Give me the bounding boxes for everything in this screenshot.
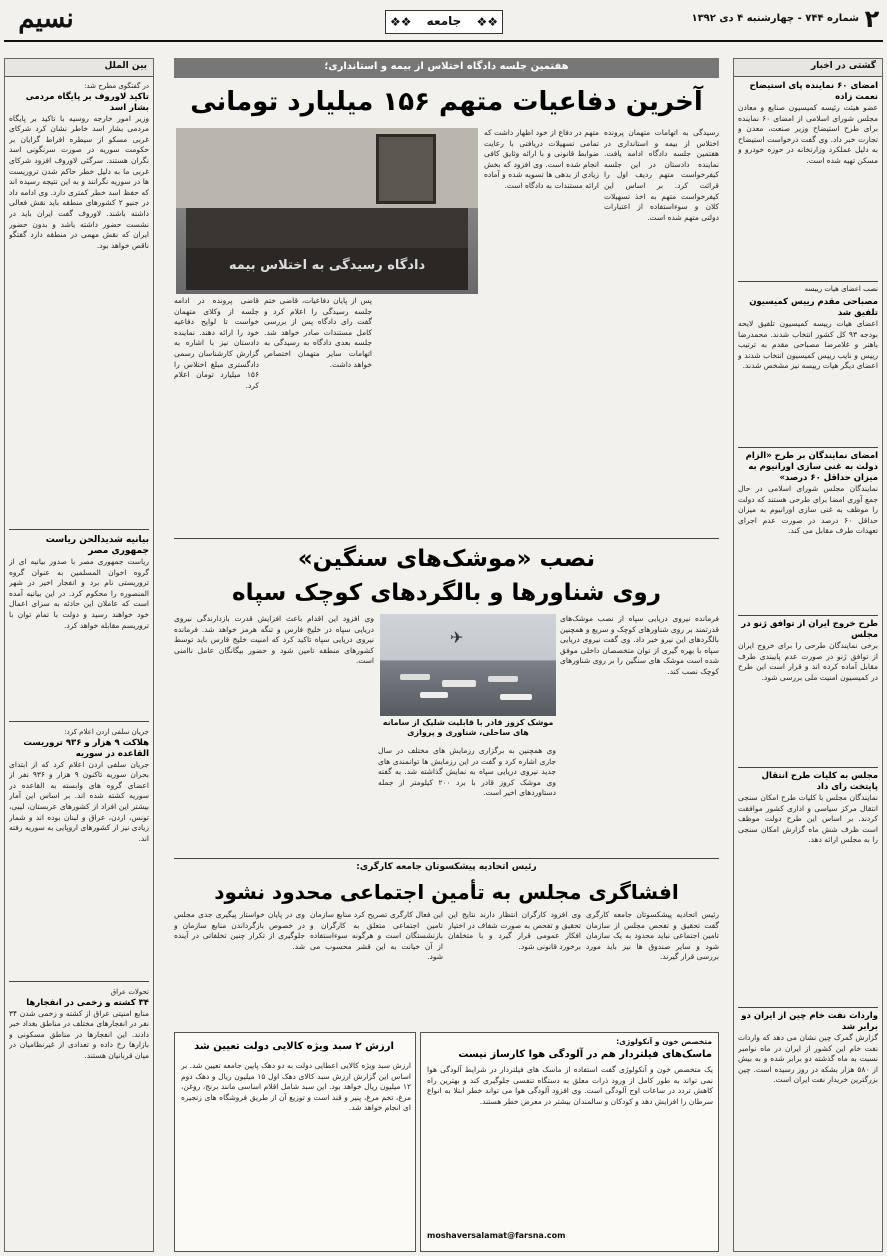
right-item-7	[738, 1011, 878, 1247]
court-photo-banner	[186, 248, 468, 290]
sepah-top-rule	[174, 538, 719, 539]
left-item-4-title: ۳۴ کشته و زخمی در انفجارها	[26, 997, 149, 1008]
right-item-1-title: امضای ۶۰ نماینده پای استیضاح نعمت زاده	[749, 81, 878, 102]
goods-basket-box	[174, 1032, 416, 1252]
court-photo-bench	[186, 208, 468, 248]
section-title	[385, 10, 503, 34]
sepah-headline-2: روی شناورها و بالگردهای کوچک سپاه	[232, 580, 661, 606]
left-divider-3	[9, 981, 149, 982]
right-item-7-title: واردات نفت خام چین از ایران دو برابر شد	[741, 1011, 878, 1032]
right-item-1-body: عضو هیئت رئیسه کمیسیون صنایع و معادن مجلس شورای اسلامی از امضای ۶۰ نماینده برای طرح استیضاح وزیر صنعت، معدن و تجارت خبر داد. وی گفت درخواست استیضاح به دلیل عملکرد وزارتخانه در حوزه خودرو و مسکن تهیه شده است.	[738, 103, 878, 165]
main-kicker-bar	[174, 58, 719, 78]
workers-body-col-3: این فعال کارگری تصریح کرد منابع سازمان تامین اجتماعی متعلق به کارگران و بازنشستگان است و هرگونه سوءاستفاده از آن خیانت به این قشر محسوب می شود.	[310, 910, 443, 962]
left-item-1	[9, 81, 149, 581]
ornament-right-icon: ❖❖	[476, 15, 498, 29]
issue-info: شماره ۷۴۴ - چهارشنبه ۴ دی ۱۳۹۲	[691, 13, 859, 24]
right-item-2-kicker: نصب اعضای هیات رییسه	[804, 285, 878, 293]
left-item-3	[9, 727, 149, 1017]
boat-shape-4	[420, 692, 448, 698]
right-item-3-body: اعضای هیات رییسه کمیسیون تلفیق لایحه بودجه ۹۳ کل کشور انتخاب شدند. محمدرضا باهنر و غلامرضا مصباحی مقدم به ترتیب رییس و نایب رییس کمیسیون انتخاب شدند و اعضای دیگر هیات رییسه نیز مشخص شدند.	[738, 319, 878, 371]
workers-body-col-4: وی در پایان خواستار پیگیری جدی مجلس در خصوص بازگرداندن منابع سازمان و جلوگیری از تکرار چنین تخلفاتی در آینده شد.	[174, 910, 305, 951]
court-photo-caption: دادگاه رسیدگی به اختلاس بیمه	[228, 258, 426, 273]
left-item-2-title: بیانیه شدیدالحن ریاست جمهوری مصر	[45, 535, 149, 556]
right-column	[733, 58, 883, 1252]
right-item-3-title: مصباحی مقدم رییس کمیسیون تلفیق شد	[749, 297, 878, 318]
right-divider-3	[738, 615, 878, 616]
boat-shape-1	[400, 674, 430, 680]
boat-shape-5	[500, 694, 532, 700]
left-item-4-kicker: تحولات عراق	[110, 988, 149, 996]
main-body-col-2: متهم در دفاع از خود اظهار داشت که تمامی تسهیلات دریافتی با رعایت ضوابط قانونی و با ارائه وثایق کافی انجام شده است. وی افزود که بخش زیادی از بدهی ها تسویه شده و آماده ارائه مستندات به دادگاه است.	[484, 128, 599, 190]
right-item-6-body: نمایندگان مجلس با کلیات طرح امکان سنجی انتقال مرکز سیاسی و اداری کشور موافقت کردند. بر اساس این طرح دولت موظف است ظرف شش ماه گزارش امکان سنجی را به مجلس ارائه دهد.	[738, 793, 878, 845]
sepah-body-col-2: وی افزود این اقدام باعث افزایش قدرت بازدارندگی نیروی دریایی سپاه در خلیج فارس و تنگه هرمز خواهد شد. فرمانده نیروی دریایی سپاه تاکید کرد که امنیت خلیج فارس باید توسط کشورهای منطقه تامین شود و حضور بیگانگان عامل ناامنی است.	[174, 614, 374, 666]
goods-headline: ارزش ۲ سبد ویژه کالایی دولت تعیین شد	[194, 1041, 394, 1052]
right-item-4-body: نمایندگان مجلس شورای اسلامی در حال جمع آوری امضا برای طرحی هستند که دولت را موظف به غنی سازی اورانیوم به میزان حداقل ۶۰ درصد در صورت عدم اجرای تعهدات طرف مقابل می کند.	[738, 484, 878, 536]
left-item-3-kicker: جریان سلفی اردن اعلام کرد:	[64, 728, 149, 736]
helicopter-icon: ✈	[450, 628, 464, 647]
left-column-header	[5, 59, 153, 77]
boat-shape-3	[488, 676, 518, 682]
main-body-col-4: پس از پایان دفاعیات، قاضی ختم جلسه رسیدگی را اعلام کرد و گفت رای دادگاه پس از بررسی کامل مستندات صادر خواهد شد. جلسه بعدی دادگاه به رسیدگی به اتهامات سایر متهمان اختصاص خواهد داشت.	[264, 296, 372, 369]
air-body: یک متخصص خون و آنکولوژی گفت استفاده از ماسک های فیلتردار در شرایط آلودگی هوا نمی تواند به طور کامل از ورود ذرات معلق به دستگاه تنفسی جلوگیری کند و بهترین راه کاهش تردد در ساعات اوج آلودگی است. وی افزود آلودگی هوا می تواند خطر ابتلا به انواع سرطان را افزایش دهد و کودکان و سالمندان بیشتر در معرض خطر هستند.	[427, 1065, 713, 1106]
right-divider-4	[738, 767, 878, 768]
right-item-4-title: امضای نمایندگان بر طرح «الزام دولت به غنی سازی اورانیوم به میزان حداقل ۶۰ درصد»	[745, 451, 878, 483]
workers-headline: افشاگری مجلس به تأمین اجتماعی محدود نشود	[214, 880, 679, 904]
left-item-4-body: منابع امنیتی عراق از کشته و زخمی شدن ۳۴ نفر در انفجارهای مختلف در مناطق بغداد خبر دادند. این انفجارها در مناطق مسکونی و بازارها رخ داده و تعدادی از غیرنظامیان در میان قربانیان هستند.	[9, 1008, 149, 1060]
left-column	[4, 58, 154, 1252]
right-item-4	[738, 451, 878, 611]
right-item-5	[738, 619, 878, 739]
main-kicker: هفتمین جلسه دادگاه اختلاس از بیمه و استانداری؛	[324, 61, 569, 72]
workers-top-rule	[174, 858, 719, 859]
logo: نسیم	[18, 4, 74, 34]
ornament-left-icon: ❖❖	[390, 15, 412, 29]
air-pollution-box	[420, 1032, 719, 1252]
right-item-1	[738, 81, 878, 281]
main-headline: آخرین دفاعیات متهم ۱۵۶ میلیارد تومانی	[190, 87, 703, 117]
right-column-header	[734, 59, 882, 77]
left-divider-1	[9, 529, 149, 530]
right-item-3	[738, 297, 878, 447]
left-item-3-title: هلاکت ۹ هزار و ۹۳۶ تروریست القاعده در سوریه	[23, 737, 149, 759]
page-number: ۲	[864, 5, 880, 33]
court-photo	[176, 128, 478, 294]
section-label: جامعه	[426, 14, 462, 28]
masthead	[0, 0, 887, 40]
goods-body: ارزش سبد ویژه کالایی اعطایی دولت به دو دهک پایین جامعه تعیین شد. بر اساس این گزارش ارزش سبد کالای دهک اول ۱۵ میلیون ریال و دهک دوم ۱۲ میلیون ریال خواهد بود. این سبد شامل اقلام اساسی مانند برنج، روغن، مرغ، تخم مرغ، پنیر و قند است و توزیع آن از طریق فروشگاه های زنجیره ای انجام خواهد شد.	[181, 1061, 411, 1113]
left-item-1-body: وزیر امور خارجه روسیه با تاکید بر پایگاه مردمی بشار اسد خاطر نشان کرد شرکای غربی مسکو از سیطره افراط گرایان بر حکومت سوریه در صورت سرنگونی اسد نگران هستند. سرگئی لاوروف افزود شرکای غربی ما به دلیل خطر حاکم شدن تروریست ها در سوریه نگرانند و به این نتیجه رسیده اند که حفظ اسد خطر کمتری دارد. وی ادامه داد در جنیو ۲ کشورهای منطقه باید نقش فعالی داشته باشند. لاوروف گفت ایران باید در نشست حضور داشته باشد و بدون حضور ایران که نقش مهمی در منطقه دارد گفتگو ناقص خواهد بود.	[9, 113, 149, 250]
court-photo-portrait	[376, 134, 436, 204]
left-item-1-kicker: در گفتگوی مطرح شد:	[84, 82, 149, 90]
right-item-5-title: طرح خروج ایران از توافق ژنو در مجلس	[741, 619, 878, 640]
right-item-7-body: گزارش گمرک چین نشان می دهد که واردات نفت خام این کشور از ایران در ماه نوامبر نسبت به ماه گذشته دو برابر شده و به بیش از ۵۸۰ هزار بشکه در روز رسیده است. چین بزرگترین خریدار نفت ایران است.	[738, 1033, 878, 1085]
workers-body-col-2: وی افزود کارگران انتظار دارند نتایج این تحقیق و تفحص به صورت شفاف در اختیار افکار عمومی قرار گیرد و با متخلفان برخورد قانونی شود.	[448, 910, 581, 951]
workers-body-col-1: رئیس اتحادیه پیشکسوتان جامعه کارگری گفت تحقیق و تفحص مجلس از سازمان تامین اجتماعی نباید محدود به یک سازمان شود و سایر صندوق ها نیز باید مورد بررسی قرار گیرند.	[586, 910, 719, 962]
workers-kicker: رئیس اتحادیه پیشکسوتان جامعه کارگری:	[356, 862, 537, 872]
left-column-header-label: بین الملل	[104, 61, 147, 71]
left-divider-2	[9, 721, 149, 722]
air-headline: ماسک‌های فیلتردار هم در آلودگی هوا کارساز نیست	[458, 1049, 712, 1060]
right-item-6-title: مجلس به کلیات طرح انتقال پایتخت رای داد	[761, 771, 878, 792]
left-item-3-body: جریان سلفی اردن اعلام کرد که از ابتدای بحران سوریه تاکنون ۹ هزار و ۹۳۶ نفر از اعضای گروه های وابسته به القاعده در سوریه کشته شده اند. بر اساس این آمار بیشتر این افراد از کشورهای عربستان، لیبی، تونس، اردن، عراق و لبنان بوده اند و شمار زیادی نیز از کشورهای اروپایی به سوریه رفته اند.	[9, 759, 149, 843]
air-contact: moshaversalamat@farsna.com	[427, 1231, 566, 1240]
right-item-6	[738, 771, 878, 1011]
sepah-headline-1: نصب «موشک‌های سنگین»	[297, 546, 596, 572]
right-divider-1	[738, 281, 878, 282]
sepah-body-col-3: وی همچنین به برگزاری رزمایش های مختلف در سال جاری اشاره کرد و گفت در این رزمایش ها توانمندی های جدید نیروی دریایی سپاه به نمایش گذاشته شد. به گفته وی موشک کروز قادر با برد ۲۰۰ کیلومتر از جمله دستاوردهای اخیر است.	[378, 746, 556, 798]
sepah-body-col-1: فرمانده نیروی دریایی سپاه از نصب موشک‌های قدرتمند بر روی شناورهای کوچک و سریع و همچنین بالگردهای این نیرو خبر داد. وی گفت نیروی دریایی سپاه با بهره گیری از توان متخصصان داخلی موفق شده است موشک های سنگین را بر روی شناورهای کوچک نصب کند.	[560, 614, 719, 676]
right-column-header-label: گشتی در اخبار	[810, 61, 876, 71]
boat-shape-2	[442, 680, 476, 687]
left-item-4	[9, 987, 149, 1247]
masthead-rule	[4, 40, 883, 42]
right-divider-2	[738, 447, 878, 448]
main-body-col-1: رسیدگی به اتهامات متهمان پرونده اختلاس از بیمه و استانداری در هفتمین جلسه دادگاه ادامه یافت. نماینده دادستان در این جلسه کیفرخواست متهم ردیف اول را قرائت کرد. بر اساس این کیفرخواست متهم به اخذ تسهیلات کلان و سوءاستفاده از اعتبارات دولتی متهم شده است.	[604, 128, 719, 222]
missile-photo-caption: موشک کروز قادر با قابلیت شلیک از سامانه های ساحلی، شناوری و پروازی	[382, 718, 554, 737]
right-item-5-body: برخی نمایندگان طرحی را برای خروج ایران از توافق ژنو در صورت عدم پایبندی طرف مقابل آماده کرده اند و قرار است این طرح در کمیسیون امنیت ملی بررسی شود.	[738, 641, 878, 682]
missile-boat-photo	[380, 614, 556, 716]
left-item-2-body: ریاست جمهوری مصر با صدور بیانیه ای از گروه اخوان المسلمین به عنوان گروه تروریستی نام برد و انفجار اخیر در شهر المنصوره را محکوم کرد. در این بیانیه آمده است که عاملان این حادثه به سزای اعمال خود خواهند رسید و دولت با تمام توان با تروریسم مقابله خواهد کرد.	[9, 557, 149, 630]
left-item-1-title: تاکید لاوروف بر پایگاه مردمی بشار اسد	[25, 91, 149, 113]
right-divider-5	[738, 1007, 878, 1008]
air-kicker: متخصص خون و آنکولوژی:	[616, 1037, 712, 1046]
main-body-col-3: قاضی پرونده در ادامه جلسه از وکلای متهمان خواست تا لوایح دفاعیه خود را ارائه دهند. نماینده دادستان نیز با اشاره به گزارش کارشناسان رسمی دادگستری مبلغ اختلاس را ۱۵۶ میلیارد تومان اعلام کرد.	[174, 296, 259, 390]
